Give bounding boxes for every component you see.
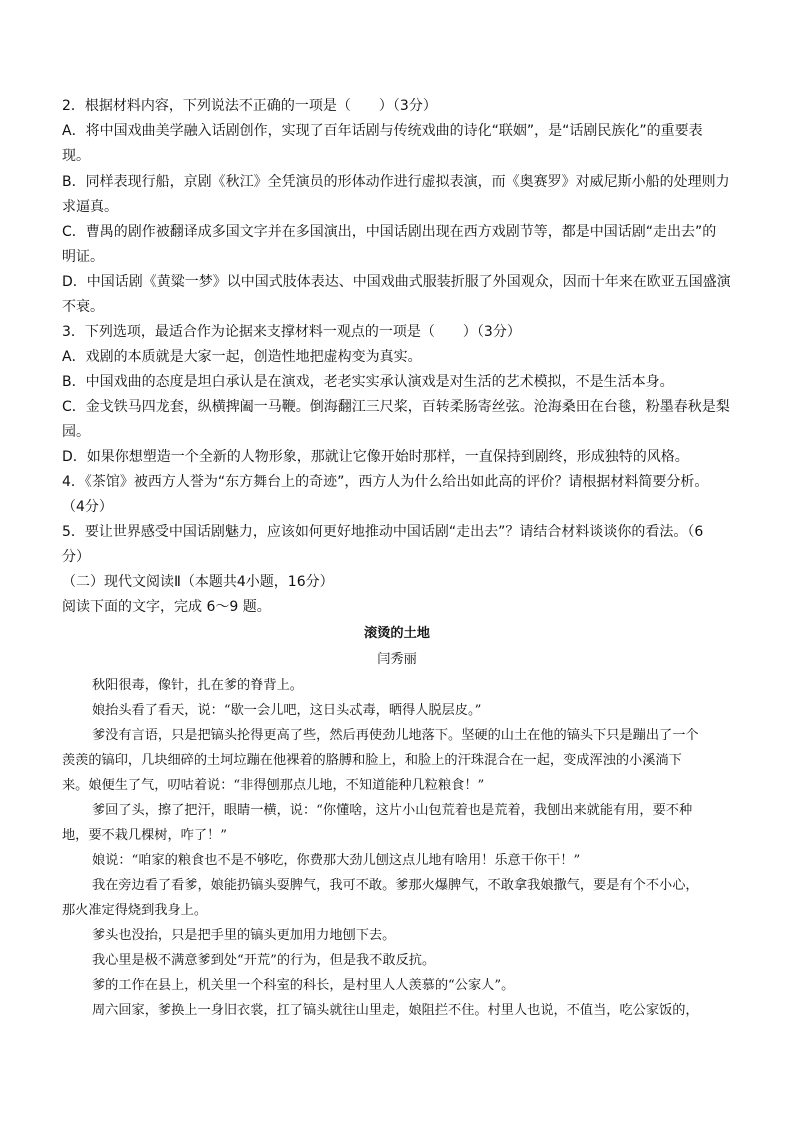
story-paragraph-cont: 那火准定得烧到我身上。: [62, 903, 208, 918]
q2-option-c: C．曹禺的剧作被翻译成多国文字并在多国演出，中国话剧出现在西方戏剧节等，都是中国话剧“走出去”的: [62, 224, 717, 240]
story-paragraph: 我在旁边看了看爹，娘能扔镐头耍脾气，我可不敢。爹那火爆脾气，不敢拿我娘撒气，要是有个不小心，: [92, 878, 699, 893]
q3-option-d: D．如果你想塑造一个全新的人物形象，那就让它像开始时那样，一直保持到剧终，形成独特的风格。: [62, 449, 689, 465]
q4-stem-cont: （4分）: [62, 499, 113, 515]
section-instruction: 阅读下面的文字，完成 6～9 题。: [62, 599, 271, 615]
q4-stem: 4．《茶馆》被西方人誉为“东方舞台上的奇迹”，西方人为什么给出如此高的评价？请根据材料简要分析。: [62, 474, 709, 490]
q3-option-c-cont: 园。: [62, 424, 90, 440]
q5-stem-cont: 分）: [62, 549, 90, 565]
story-paragraph: 周六回家，爹换上一身旧衣裳，扛了镐头就往山里走，娘阻拦不住。村里人也说，不值当，吃公家饭的，: [92, 1003, 699, 1018]
story-paragraph: 爹头也没抬，只是把手里的镐头更加用力地刨下去。: [92, 928, 396, 943]
story-paragraph: 爹回了头，擦了把汗，眼睛一横，说：“你懂啥，这片小山包荒着也是荒着，我刨出来就能有用，要不种: [92, 803, 693, 818]
q2-option-d: D．中国话剧《黄粱一梦》以中国式肢体表达、中国戏曲式服装折服了外国观众，因而十年来在欧亚五国盛演: [62, 274, 731, 290]
q3-option-c: C．金戈铁马四龙套，纵横捭阖一马鞭。倒海翻江三尺桨，百转柔肠寄丝弦。沧海桑田在台毯，粉墨春秋是梨: [62, 399, 730, 415]
story-paragraph: 爹的工作在县上，机关里一个科室的科长，是村里人人羡慕的“公家人”。: [92, 978, 515, 993]
story-paragraph-cont: 羡羡的镐印，几块细碎的土坷垃蹦在他裸着的胳膊和脸上，和脸上的汗珠混合在一起，变成浑浊的小溪淌下: [62, 753, 682, 768]
story-title: 滚烫的土地: [364, 626, 430, 641]
q2-option-a: A．将中国戏曲美学融入话剧创作，实现了百年话剧与传统戏曲的诗化“联姻”，是“话剧民族化”的重要表: [62, 123, 703, 139]
story-paragraph: 娘说：“咱家的粮食也不是不够吃，你费那大劲儿刨这点儿地有啥用！乐意干你干！”: [92, 853, 581, 868]
q2-option-a-cont: 现。: [62, 148, 90, 164]
story-paragraph-cont: 地，要不栽几棵树，咋了！”: [62, 828, 227, 843]
q3-option-b: B．中国戏曲的态度是坦白承认是在演戏，老老实实承认演戏是对生活的艺术模拟，不是生活本身。: [62, 374, 674, 390]
q2-option-c-cont: 明证。: [62, 249, 104, 265]
section-heading: （二）现代文阅读Ⅱ（本题共4小题，16分）: [62, 574, 334, 590]
q2-option-b: B．同样表现行船，京剧《秋江》全凭演员的形体动作进行虚拟表演，而《奥赛罗》对威尼斯小船的处理则力: [62, 174, 730, 190]
q2-stem: 2．根据材料内容，下列说法不正确的一项是（ ）（3分）: [62, 98, 437, 114]
q3-stem: 3．下列选项，最适合作为论据来支撑材料一观点的一项是（ ）（3分）: [62, 324, 521, 340]
story-paragraph-cont: 来。娘便生了气，叨咕着说：“非得刨那点儿地，不知道能种几粒粮食！”: [62, 778, 485, 793]
story-paragraph: 娘抬头看了看天，说：“歇一会儿吧，这日头忒毒，晒得人脱层皮。”: [92, 703, 482, 718]
story-paragraph: 爹没有言语，只是把镐头抡得更高了些，然后再使劲儿地落下。坚硬的山土在他的镐头下只是蹦出了一个: [92, 728, 699, 743]
story-author: 闫秀丽: [377, 652, 417, 667]
story-paragraph: 我心里是极不满意爹到处“开荒”的行为，但是我不敢反抗。: [92, 953, 436, 968]
q5-stem: 5．要让世界感受中国话剧魅力，应该如何更好地推动中国话剧“走出去”？请结合材料谈谈你的看法。（6: [62, 524, 704, 540]
q2-option-b-cont: 求逼真。: [62, 199, 118, 215]
story-paragraph: 秋阳很毒，像针，扎在爹的脊背上。: [92, 678, 303, 693]
q2-option-d-cont: 不衰。: [62, 299, 104, 315]
q3-option-a: A．戏剧的本质就是大家一起，创造性地把虚构变为真实。: [62, 349, 422, 365]
